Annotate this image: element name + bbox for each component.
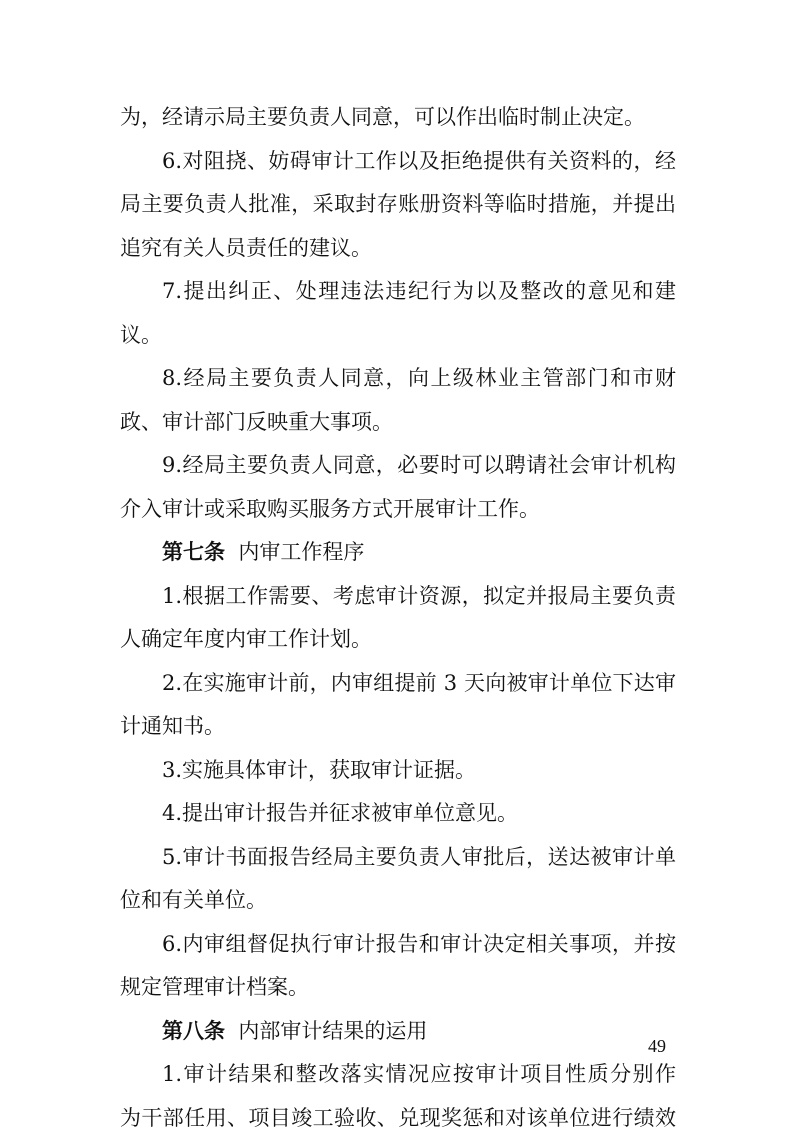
article-title: 内审工作程序 (238, 540, 364, 564)
paragraph-line: 议。 (120, 314, 676, 358)
paragraph-line: 2.在实施审计前，内审组提前 3 天向被审计单位下达审 (120, 662, 676, 706)
paragraph-line: 1.审计结果和整改落实情况应按审计项目性质分别作 (120, 1053, 676, 1097)
paragraph-line: 局主要负责人批准，采取封存账册资料等临时措施，并提出 (120, 183, 676, 227)
paragraph-line: 6.对阻挠、妨碍审计工作以及拒绝提供有关资料的，经 (120, 140, 676, 184)
paragraph-line: 7.提出纠正、处理违法违纪行为以及整改的意见和建 (120, 270, 676, 314)
paragraph-line: 1.根据工作需要、考虑审计资源，拟定并报局主要负责 (120, 575, 676, 619)
paragraph-line: 计通知书。 (120, 705, 676, 749)
paragraph-line: 位和有关单位。 (120, 879, 676, 923)
section-heading (120, 531, 676, 575)
document-body (120, 96, 676, 1140)
article-number: 第八条 (162, 1019, 225, 1043)
paragraph-line: 介入审计或采取购买服务方式开展审计工作。 (120, 488, 676, 532)
paragraph-line: 人确定年度内审工作计划。 (120, 618, 676, 662)
paragraph-line: 5.审计书面报告经局主要负责人审批后，送达被审计单 (120, 836, 676, 880)
article-number: 第七条 (162, 540, 225, 564)
paragraph-line: 8.经局主要负责人同意，向上级林业主管部门和市财 (120, 357, 676, 401)
paragraph-line: 3.实施具体审计，获取审计证据。 (120, 749, 676, 793)
paragraph-line: 4.提出审计报告并征求被审单位意见。 (120, 792, 676, 836)
paragraph-line: 9.经局主要负责人同意，必要时可以聘请社会审计机构 (120, 444, 676, 488)
section-heading (120, 1010, 676, 1054)
paragraph-line: 为干部任用、项目竣工验收、兑现奖惩和对该单位进行绩效 (120, 1097, 676, 1140)
paragraph-line: 政、审计部门反映重大事项。 (120, 401, 676, 445)
paragraph-line: 规定管理审计档案。 (120, 966, 676, 1010)
paragraph-line: 为，经请示局主要负责人同意，可以作出临时制止决定。 (120, 96, 676, 140)
article-title: 内部审计结果的运用 (238, 1019, 427, 1043)
paragraph-line: 追究有关人员责任的建议。 (120, 227, 676, 271)
paragraph-line: 6.内审组督促执行审计报告和审计决定相关事项，并按 (120, 923, 676, 967)
page-number: 49 (648, 1036, 666, 1057)
